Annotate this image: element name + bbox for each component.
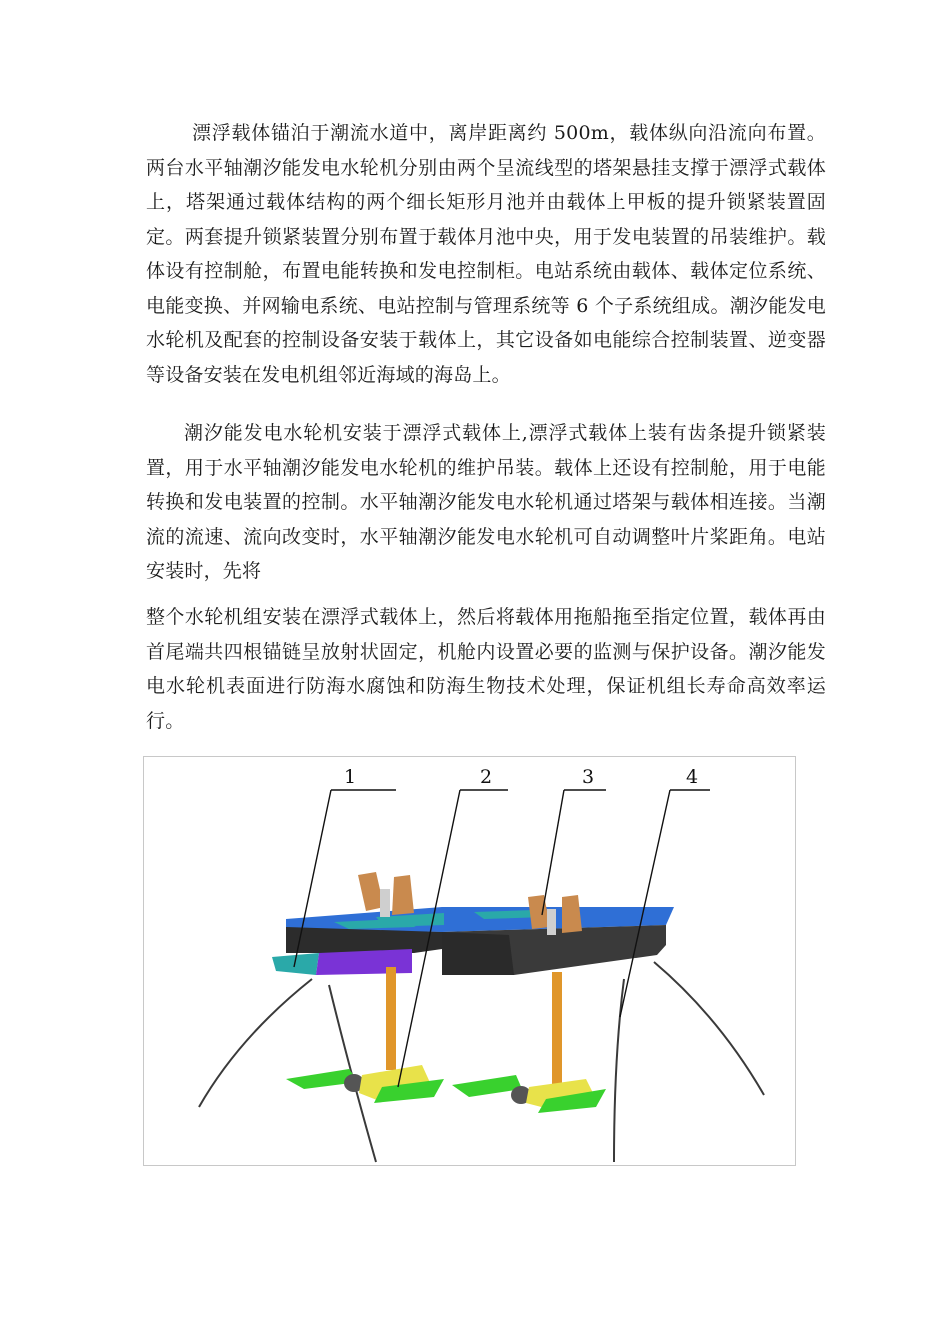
callout-number-4: 4 (686, 766, 699, 788)
turbine-platform-diagram (144, 757, 795, 1165)
turbine-1 (286, 1065, 444, 1103)
callout-number-2: 2 (480, 766, 493, 788)
lifting-lock-device-1 (358, 872, 414, 917)
turbine-2 (452, 1075, 606, 1113)
paragraph-3: 整个水轮机组安装在漂浮式载体上，然后将载体用拖船拖至指定位置，载体再由首尾端共四根锚链呈放射状固定，机舱内设置必要的监测与保护设备。潮汐能发电水轮机表面进行防海水腐蚀和防海生物技术处理，保证机组长寿命高效率运行。 (146, 606, 826, 732)
anchor-chains (199, 962, 764, 1162)
callout-number-3: 3 (582, 766, 595, 788)
tower-2 (552, 972, 562, 1084)
floating-platform (272, 907, 674, 975)
turbine-platform-figure (143, 756, 796, 1166)
paragraph-1: 漂浮载体锚泊于潮流水道中，离岸距离约 500m，载体纵向沿流向布置。两台水平轴潮汐能发电水轮机分别由两个呈流线型的塔架悬挂支撑于漂浮式载体上，塔架通过载体结构的两个细长矩形月池并由载体上甲板的提升锁紧装置固定。两套提升锁紧装置分别布置于载体月池中央，用于发电装置的吊装维护。载体设有控制舱，布置电能转换和发电控制柜。电站系统由载体、载体定位系统、电能变换、并网输电系统、电站控制与管理系统等 6 个子系统组成。潮汐能发电水轮机及配套的控制设备安装于载体上，其它设备如电能综合控制装置、逆变器等设备安装在发电机组邻近海域的海岛上。 (146, 122, 826, 386)
tower-1 (386, 967, 396, 1070)
callout-number-1: 1 (344, 766, 357, 788)
paragraph-2: 潮汐能发电水轮机安装于漂浮式载体上,漂浮式载体上装有齿条提升锁紧装置，用于水平轴潮汐能发电水轮机的维护吊装。载体上还设有控制舱，用于电能转换和发电装置的控制。水平轴潮汐能发电水轮机通过塔架与载体相连接。当潮流的流速、流向改变时，水平轴潮汐能发电水轮机可自动调整叶片桨距角。电站安装时，先将 (146, 422, 826, 582)
